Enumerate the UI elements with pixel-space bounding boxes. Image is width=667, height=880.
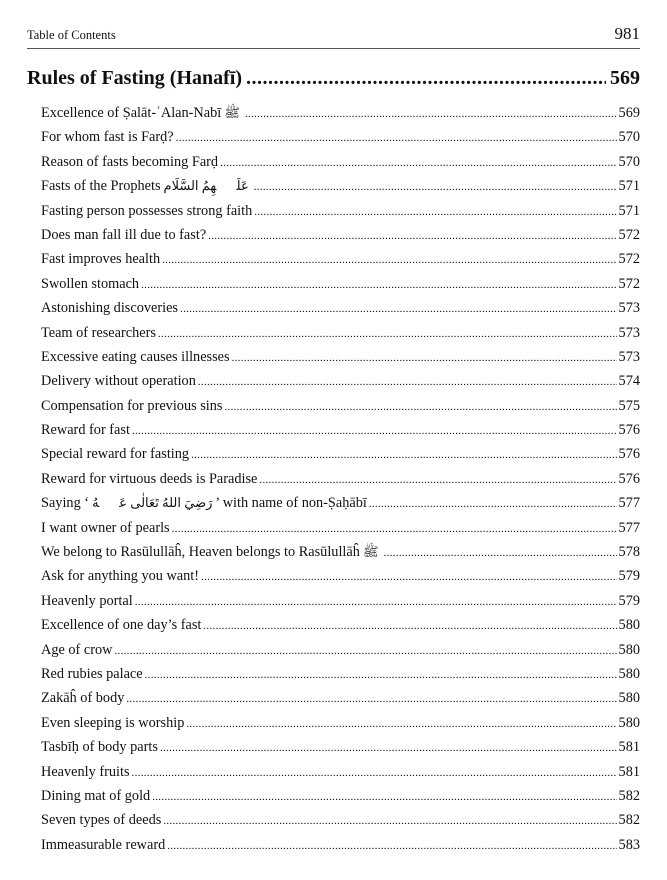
leader-dots [384,547,617,559]
entry-title [41,568,199,585]
entry-title [41,666,143,683]
entry-title-text: Excessive eating causes illnesses [41,348,230,365]
entry-page: 569 [618,105,640,121]
entry-title-text: Dining mat of gold [41,787,151,804]
entry-page: 579 [618,568,640,585]
toc-entry[interactable] [41,544,640,568]
entry-title [41,495,367,512]
entry-title [41,300,178,317]
toc-entry[interactable] [41,520,640,544]
toc-entry[interactable] [41,715,640,739]
entry-title-suffix: ’ with name of non-Ṣaḥābī [215,495,367,512]
entry-page: 572 [618,275,640,292]
entry-title-text: Reward for fast [41,422,130,439]
page-header [27,24,640,49]
entry-title-text: Fast improves health [41,251,161,268]
arabic-honorific: ﷺ [224,105,240,120]
toc-entry[interactable] [41,666,640,690]
entry-title [41,325,156,342]
entry-title [41,129,174,146]
entry-title [41,593,133,610]
entry-title [41,690,124,707]
toc-entry[interactable] [41,203,640,227]
leader-dots [160,742,617,754]
leader-dots [220,157,616,169]
toc-entry[interactable] [41,373,640,397]
entry-title [41,276,139,293]
entry-title-text: Ask for anything you want! [41,568,200,585]
entry-title [41,105,243,124]
entry-page: 580 [618,690,640,707]
entry-title [41,227,206,244]
leader-dots [145,669,617,681]
entry-title-text: Immeasurable reward [41,836,166,853]
leader-dots [198,376,617,388]
entry-title [41,251,160,268]
toc-entry[interactable] [41,812,640,836]
leader-dots [180,303,617,315]
entry-title [41,520,170,537]
entry-title-text: I want owner of pearls [41,519,170,536]
entry-title-text: Team of researchers [41,324,156,341]
entry-title [41,154,218,171]
entry-page: 573 [618,300,640,317]
entry-title [41,764,130,781]
toc-entry[interactable] [41,300,640,324]
toc-entry[interactable] [41,837,640,861]
entry-page: 571 [618,202,640,219]
leader-dots [224,401,616,413]
entry-title [41,422,130,439]
toc-entry[interactable] [41,495,640,519]
entry-page: 580 [618,665,640,682]
section-page: 569 [610,67,640,89]
entry-title-text: Excellence of Ṣalāt-ʿAlan-Nabī [41,105,222,121]
leader-dots [141,279,616,291]
leader-dots [163,815,616,827]
entry-title-text: Saying ‘ [41,495,90,512]
entry-title [41,446,189,463]
entry-page: 577 [618,495,640,512]
entry-title-text: Age of crow [41,641,113,658]
leader-dots [152,791,616,803]
entry-page: 576 [618,422,640,439]
entry-page: 579 [618,592,640,609]
entry-title-text: Heavenly fruits [41,763,130,780]
leader-dots [162,254,616,266]
entry-title [41,373,196,390]
entry-page: 580 [618,617,640,634]
toc-entry[interactable] [41,349,640,373]
entry-page: 581 [618,739,640,756]
leader-dots [186,718,616,730]
leader-dots [208,230,616,242]
entry-title [41,544,382,563]
entry-title-text: Fasts of the Prophets [41,178,161,195]
leader-dots [369,498,617,510]
toc-entry[interactable] [41,690,640,714]
entry-title-text: Fasting person possesses strong faith [41,202,253,219]
entry-title-text: Does man fall ill due to fast? [41,226,207,243]
entry-title-text: Seven types of deeds [41,812,162,829]
toc-entry[interactable] [41,617,640,641]
entry-page: 572 [618,251,640,268]
toc-entry[interactable] [41,325,640,349]
leader-dots [254,181,617,193]
toc-entry[interactable] [41,593,640,617]
entry-title [41,788,150,805]
toc-entry[interactable] [41,788,640,812]
entry-page: 571 [618,178,640,195]
entry-title [41,203,252,220]
toc-entry[interactable] [41,764,640,788]
entry-title-text: Excellence of one day’s fast [41,617,202,634]
entry-title-text: For whom fast is Farḍ? [41,129,174,146]
toc-entry[interactable] [41,642,640,666]
leader-dots [176,132,617,144]
leader-dots [167,840,616,852]
arabic-honorific: عَلَيۡهِمُ السَّلَام [163,178,249,194]
toc-entry[interactable] [41,568,640,592]
entry-page: 583 [618,836,640,853]
toc-entry[interactable] [41,398,640,422]
arabic-honorific: ﷺ [362,544,379,560]
entry-title-text: Tasbīḥ of body parts [41,739,158,756]
entry-page: 582 [618,787,640,804]
leader-dots [132,425,617,437]
entry-title-text: Reason of fasts becoming Farḍ [41,153,219,170]
entry-page: 573 [618,348,640,365]
entry-title-text: Delivery without operation [41,373,196,390]
entry-page: 580 [618,641,640,658]
entry-page: 581 [618,763,640,780]
leader-dots [135,596,617,608]
entry-page: 577 [618,519,640,536]
leader-dots [132,767,617,779]
entry-title-text: Even sleeping is worship [41,714,185,731]
toc-entry[interactable] [41,446,640,470]
toc-entry[interactable] [41,251,640,275]
entry-page: 576 [618,470,640,487]
entry-title-text: Reward for virtuous deeds is Paradise [41,470,258,487]
page-number: 981 [614,24,640,43]
leader-dots [203,620,616,632]
leader-dots [246,67,606,90]
leader-dots [126,693,616,705]
entry-title [41,642,112,659]
toc-list [41,105,640,861]
arabic-honorific: رَضِيَ اللهُ تَعَالٰى عَنۡهُ [92,495,213,511]
entry-title-text: Astonishing discoveries [41,300,179,317]
section-title: Rules of Fasting (Hanafī) [27,67,242,89]
entry-title [41,178,252,195]
entry-title [41,812,161,829]
leader-dots [259,474,616,486]
entry-title [41,349,230,366]
toc-entry[interactable] [41,154,640,178]
entry-title [41,471,257,488]
section-heading[interactable] [27,67,640,97]
toc-entry[interactable] [41,422,640,446]
leader-dots [172,523,617,535]
toc-entry[interactable] [41,227,640,251]
toc-entry[interactable] [41,129,640,153]
entry-title-text: Zakāĥ of body [41,690,125,707]
leader-dots [245,108,617,120]
entry-page: 570 [618,153,640,170]
entry-title [41,739,158,756]
entry-page: 578 [618,544,640,561]
leader-dots [114,645,616,657]
entry-title-text: Heavenly portal [41,592,133,609]
entry-title [41,837,165,854]
entry-page: 574 [618,373,640,390]
leader-dots [254,206,616,218]
toc-entry[interactable] [41,276,640,300]
toc-entry[interactable] [41,739,640,763]
leader-dots [201,571,617,583]
entry-page: 570 [618,129,640,146]
leader-dots [158,328,617,340]
entry-title-text: Swollen stomach [41,275,140,292]
entry-page: 576 [618,446,640,463]
entry-title-text: Special reward for fasting [41,446,190,463]
entry-title [41,617,201,634]
running-title: Table of Contents [27,28,116,42]
entry-title [41,715,184,732]
entry-title-text: Red rubies palace [41,665,143,682]
entry-page: 580 [618,714,640,731]
entry-title-text: We belong to Rasūlullāĥ, Heaven belongs to Rasūlullāĥ [41,544,360,561]
toc-entry[interactable] [41,105,640,129]
toc-entry[interactable] [41,471,640,495]
leader-dots [232,352,617,364]
entry-title [41,398,222,415]
entry-page: 572 [618,226,640,243]
toc-entry[interactable] [41,178,640,202]
entry-title-text: Compensation for previous sins [41,397,223,414]
entry-page: 582 [618,812,640,829]
entry-page: 575 [618,397,640,414]
entry-page: 573 [618,324,640,341]
leader-dots [191,449,616,461]
